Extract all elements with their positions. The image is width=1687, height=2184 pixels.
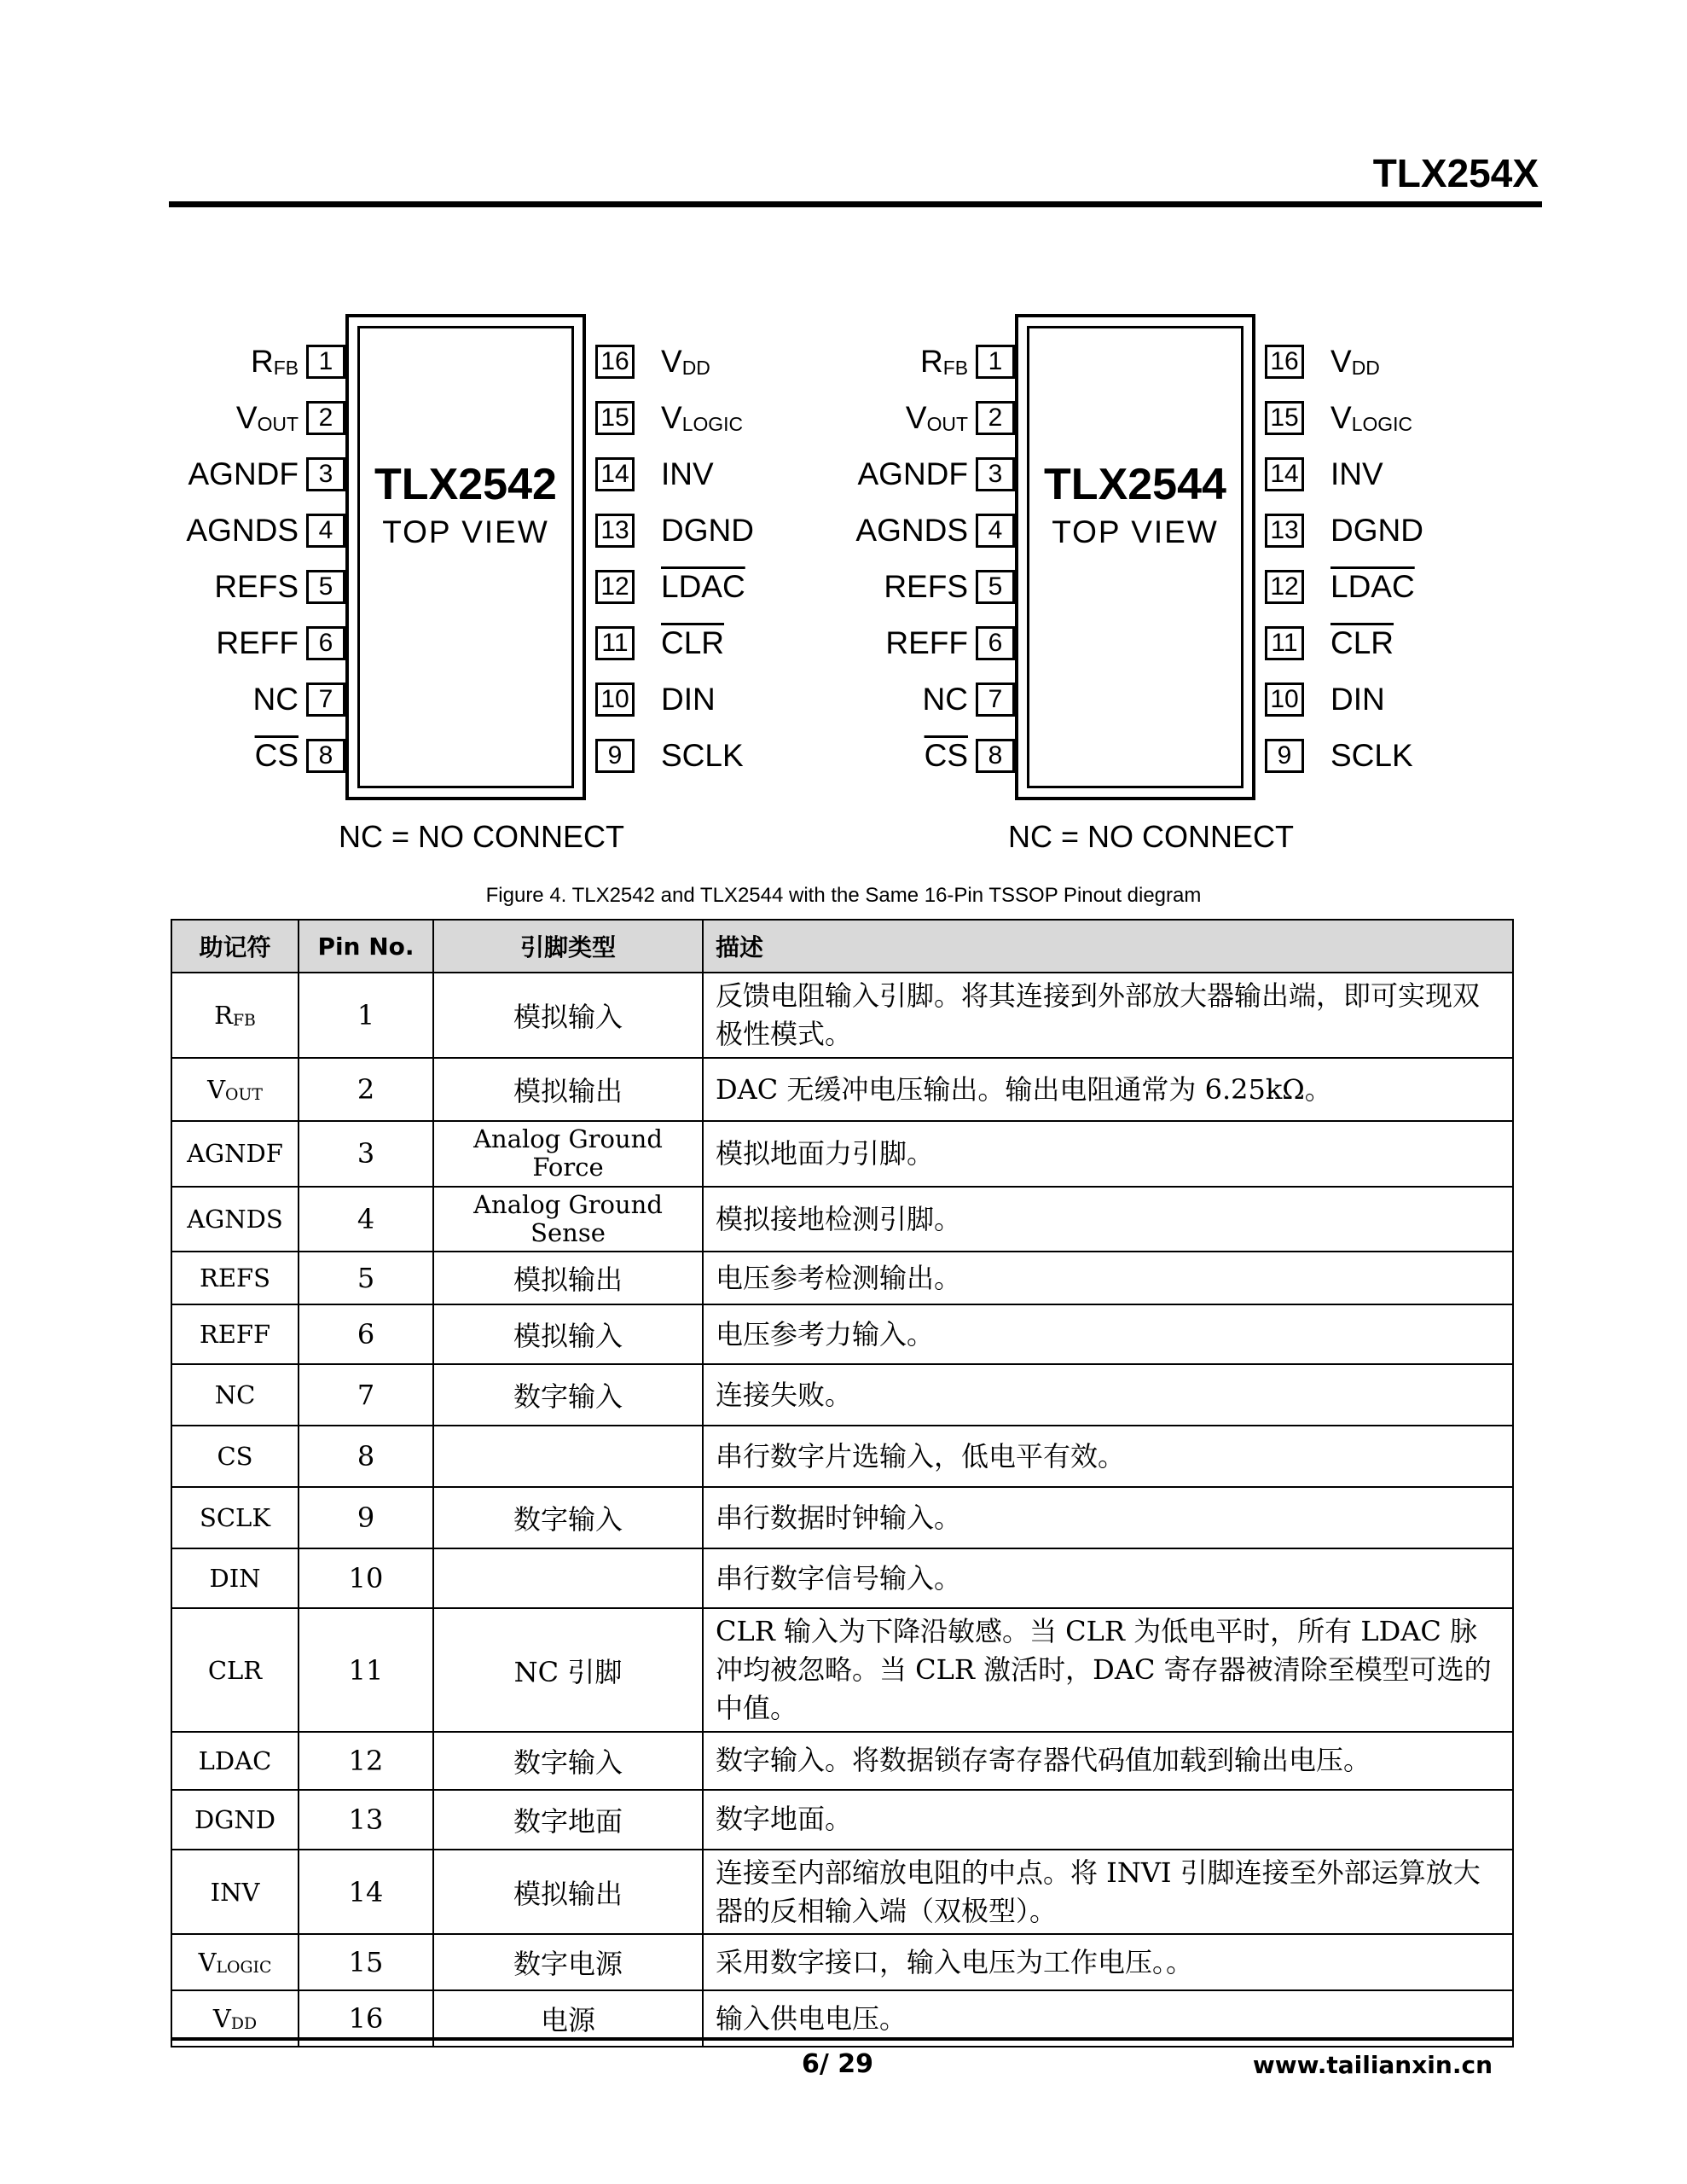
description-cell: 串行数字信号输入。	[703, 1548, 1513, 1608]
pin-type-cell: 数字输入	[433, 1364, 703, 1426]
table-row	[171, 1364, 1513, 1426]
pin-number-box: 6	[306, 626, 345, 660]
pin-type-cell: 模拟输入	[433, 1304, 703, 1364]
pin-number-box: 12	[1265, 570, 1304, 604]
pin-label: REFS	[884, 569, 968, 604]
pin-type-cell: 模拟输出	[433, 1252, 703, 1304]
pin-type-cell: 模拟输出	[433, 1058, 703, 1121]
pin-label: $\overline{CLR}$	[1330, 625, 1394, 660]
pin-number-box: 6	[976, 626, 1015, 660]
description-cell: 串行数字片选输入，低电平有效。	[703, 1426, 1513, 1487]
pin-number-cell: 9	[299, 1487, 433, 1548]
table-header-row	[171, 920, 1513, 973]
pin-number-cell: 10	[299, 1548, 433, 1608]
table-row	[171, 1304, 1513, 1364]
pin-number-cell: 11	[299, 1608, 433, 1731]
table-row	[171, 1850, 1513, 1935]
pin-label: REFF	[216, 625, 299, 660]
pin-type-cell	[433, 1548, 703, 1608]
pin-number-box: 8	[976, 739, 1015, 773]
col-header-pin-type: 引脚类型	[433, 920, 703, 973]
table-row	[171, 1548, 1513, 1608]
mnemonic-cell: RFB	[171, 973, 299, 1058]
description-cell: DAC 无缓冲电压输出。输出电阻通常为 6.25kΩ。	[703, 1058, 1513, 1121]
header-rule	[169, 201, 1542, 207]
chip-package-outline	[1015, 314, 1255, 800]
pin-number-box: 3	[306, 457, 345, 491]
pin-label: $\overline{CS}$	[254, 738, 299, 773]
table-row	[171, 1187, 1513, 1252]
description-cell: 模拟接地检测引脚。	[703, 1187, 1513, 1252]
chip-view-label: TOP VIEW	[382, 514, 549, 549]
pin-number-cell: 6	[299, 1304, 433, 1364]
pin-type-cell: 数字输入	[433, 1487, 703, 1548]
pin-type-cell: 电源	[433, 1990, 703, 2047]
description-cell: 模拟地面力引脚。	[703, 1121, 1513, 1187]
description-cell: CLR 输入为下降沿敏感。当 CLR 为低电平时，所有 LDAC 脉冲均被忽略。当 CLR 激活时，DAC 寄存器被清除至模型可选的中值。	[703, 1608, 1513, 1731]
description-cell: 数字输入。将数据锁存寄存器代码值加载到输出电压。	[703, 1732, 1513, 1790]
description-cell: 采用数字接口，输入电压为工作电压。。	[703, 1934, 1513, 1990]
pin-number-box: 2	[306, 401, 345, 435]
page-number: 6/ 29	[802, 2049, 874, 2079]
pin-label: VDD	[1330, 344, 1380, 379]
pin-label: VDD	[661, 344, 710, 379]
mnemonic-cell: VOUT	[171, 1058, 299, 1121]
col-header-pin-no: Pin No.	[299, 920, 433, 973]
no-connect-note: NC = NO CONNECT	[1008, 819, 1295, 854]
pin-number-box: 10	[1265, 682, 1304, 717]
pin-number-box: 13	[595, 514, 635, 548]
pin-number-cell: 1	[299, 973, 433, 1058]
table-row	[171, 1732, 1513, 1790]
pin-number-box: 3	[976, 457, 1015, 491]
pin-type-cell: 数字输入	[433, 1732, 703, 1790]
pin-label: SCLK	[1330, 738, 1413, 773]
mnemonic-cell: REFS	[171, 1252, 299, 1304]
mnemonic-cell: SCLK	[171, 1487, 299, 1548]
mnemonic-cell: DIN	[171, 1548, 299, 1608]
pin-label: RFB	[250, 344, 299, 379]
mnemonic-cell: REFF	[171, 1304, 299, 1364]
pin-label: VOUT	[905, 400, 968, 435]
pin-label: $\overline{CLR}$	[661, 625, 725, 660]
table-row	[171, 1608, 1513, 1731]
pin-type-cell: 数字电源	[433, 1934, 703, 1990]
pin-label: LDAC	[661, 569, 745, 604]
pin-label: SCLK	[661, 738, 744, 773]
pin-number-box: 5	[306, 570, 345, 604]
pin-label: AGNDF	[857, 456, 968, 491]
chip-name: TLX2542	[374, 460, 557, 509]
mnemonic-cell: NC	[171, 1364, 299, 1426]
document-title: TLX254X	[1372, 151, 1539, 195]
pin-type-cell: 模拟输入	[433, 973, 703, 1058]
chip-package-outline	[345, 314, 586, 800]
pin-type-cell: 数字地面	[433, 1790, 703, 1850]
pin-number-box: 5	[976, 570, 1015, 604]
pin-label: DIN	[661, 682, 716, 717]
pin-number-box: 12	[595, 570, 635, 604]
description-cell: 连接至内部缩放电阻的中点。将 INVI 引脚连接至外部运算放大器的反相输入端（双极型）。	[703, 1850, 1513, 1935]
pin-label: INV	[661, 456, 714, 491]
pin-label: REFF	[885, 625, 968, 660]
chip-name: TLX2544	[1044, 460, 1226, 509]
table-row	[171, 973, 1513, 1058]
table-row	[171, 1058, 1513, 1121]
pin-label: VOUT	[235, 400, 299, 435]
pin-type-cell	[433, 1426, 703, 1487]
table-row	[171, 1121, 1513, 1187]
description-cell: 串行数据时钟输入。	[703, 1487, 1513, 1548]
pin-description-table	[171, 919, 1514, 2048]
pin-label: RFB	[919, 344, 968, 379]
pin-number-box: 1	[306, 345, 345, 379]
pin-number-box: 7	[976, 682, 1015, 717]
pin-number-box: 9	[1265, 739, 1304, 773]
pin-label: NC	[922, 682, 968, 717]
pin-number-cell: 2	[299, 1058, 433, 1121]
pin-label: AGNDS	[855, 513, 968, 548]
pin-label: INV	[1330, 456, 1383, 491]
pin-label: DGND	[661, 513, 754, 548]
pin-number-cell: 14	[299, 1850, 433, 1935]
chip-package-inner-outline	[1027, 326, 1244, 788]
pinout-diagram-tlx2544	[840, 314, 1437, 868]
pin-type-cell: NC 引脚	[433, 1608, 703, 1731]
pin-number-box: 15	[595, 401, 635, 435]
pin-label: LDAC	[1330, 569, 1415, 604]
mnemonic-cell: CS	[171, 1426, 299, 1487]
table-row	[171, 1252, 1513, 1304]
pin-type-cell: Analog Ground Force	[433, 1121, 703, 1187]
pin-number-box: 16	[595, 345, 635, 379]
col-header-mnemonic: 助记符	[171, 920, 299, 973]
pin-label: DGND	[1330, 513, 1423, 548]
pin-number-box: 4	[306, 514, 345, 548]
table-body	[171, 973, 1513, 2047]
table-row	[171, 1934, 1513, 1990]
pin-label: AGNDS	[186, 513, 299, 548]
pin-number-box: 10	[595, 682, 635, 717]
pin-number-cell: 8	[299, 1426, 433, 1487]
pin-number-box: 16	[1265, 345, 1304, 379]
pin-label: $\overline{CS}$	[924, 738, 968, 773]
mnemonic-cell: AGNDS	[171, 1187, 299, 1252]
description-cell: 输入供电电压。	[703, 1990, 1513, 2047]
pin-number-box: 14	[1265, 457, 1304, 491]
pin-type-cell: Analog Ground Sense	[433, 1187, 703, 1252]
description-cell: 电压参考检测输出。	[703, 1252, 1513, 1304]
mnemonic-cell: LDAC	[171, 1732, 299, 1790]
pin-label: REFS	[214, 569, 299, 604]
table-row	[171, 1426, 1513, 1487]
pin-label: VLOGIC	[661, 400, 744, 435]
pin-number-box: 14	[595, 457, 635, 491]
pin-number-cell: 3	[299, 1121, 433, 1187]
description-cell: 连接失败。	[703, 1364, 1513, 1426]
mnemonic-cell: AGNDF	[171, 1121, 299, 1187]
pin-number-box: 1	[976, 345, 1015, 379]
pin-number-cell: 15	[299, 1934, 433, 1990]
pin-number-box: 2	[976, 401, 1015, 435]
description-cell: 反馈电阻输入引脚。将其连接到外部放大器输出端，即可实现双极性模式。	[703, 973, 1513, 1058]
description-cell: 数字地面。	[703, 1790, 1513, 1850]
pin-number-cell: 4	[299, 1187, 433, 1252]
pin-label: AGNDF	[188, 456, 299, 491]
mnemonic-cell: INV	[171, 1850, 299, 1935]
col-header-description: 描述	[703, 920, 1513, 973]
website-url: www.tailianxin.cn	[1252, 2051, 1493, 2079]
chip-package-inner-outline	[357, 326, 574, 788]
mnemonic-cell: VLOGIC	[171, 1934, 299, 1990]
table-row	[171, 1487, 1513, 1548]
pin-label: DIN	[1330, 682, 1385, 717]
pin-number-cell: 7	[299, 1364, 433, 1426]
pin-label: VLOGIC	[1330, 400, 1413, 435]
pin-number-box: 8	[306, 739, 345, 773]
mnemonic-cell: VDD	[171, 1990, 299, 2047]
pin-number-box: 9	[595, 739, 635, 773]
description-cell: 电压参考力输入。	[703, 1304, 1513, 1364]
footer-rule	[171, 2037, 1512, 2041]
pin-number-box: 4	[976, 514, 1015, 548]
pin-number-cell: 5	[299, 1252, 433, 1304]
no-connect-note: NC = NO CONNECT	[339, 819, 625, 854]
figure-caption: Figure 4. TLX2542 and TLX2544 with the Same 16-Pin TSSOP Pinout diegram	[485, 884, 1202, 907]
pin-number-box: 11	[595, 626, 635, 660]
pin-number-cell: 12	[299, 1732, 433, 1790]
pin-number-box: 7	[306, 682, 345, 717]
mnemonic-cell: CLR	[171, 1608, 299, 1731]
pin-number-box: 11	[1265, 626, 1304, 660]
pin-number-cell: 16	[299, 1990, 433, 2047]
pin-number-box: 13	[1265, 514, 1304, 548]
pin-label: NC	[252, 682, 299, 717]
mnemonic-cell: DGND	[171, 1790, 299, 1850]
pinout-diagram-tlx2542	[171, 314, 768, 868]
table-row	[171, 1790, 1513, 1850]
pin-type-cell: 模拟输出	[433, 1850, 703, 1935]
chip-view-label: TOP VIEW	[1052, 514, 1219, 549]
pin-number-cell: 13	[299, 1790, 433, 1850]
pin-number-box: 15	[1265, 401, 1304, 435]
